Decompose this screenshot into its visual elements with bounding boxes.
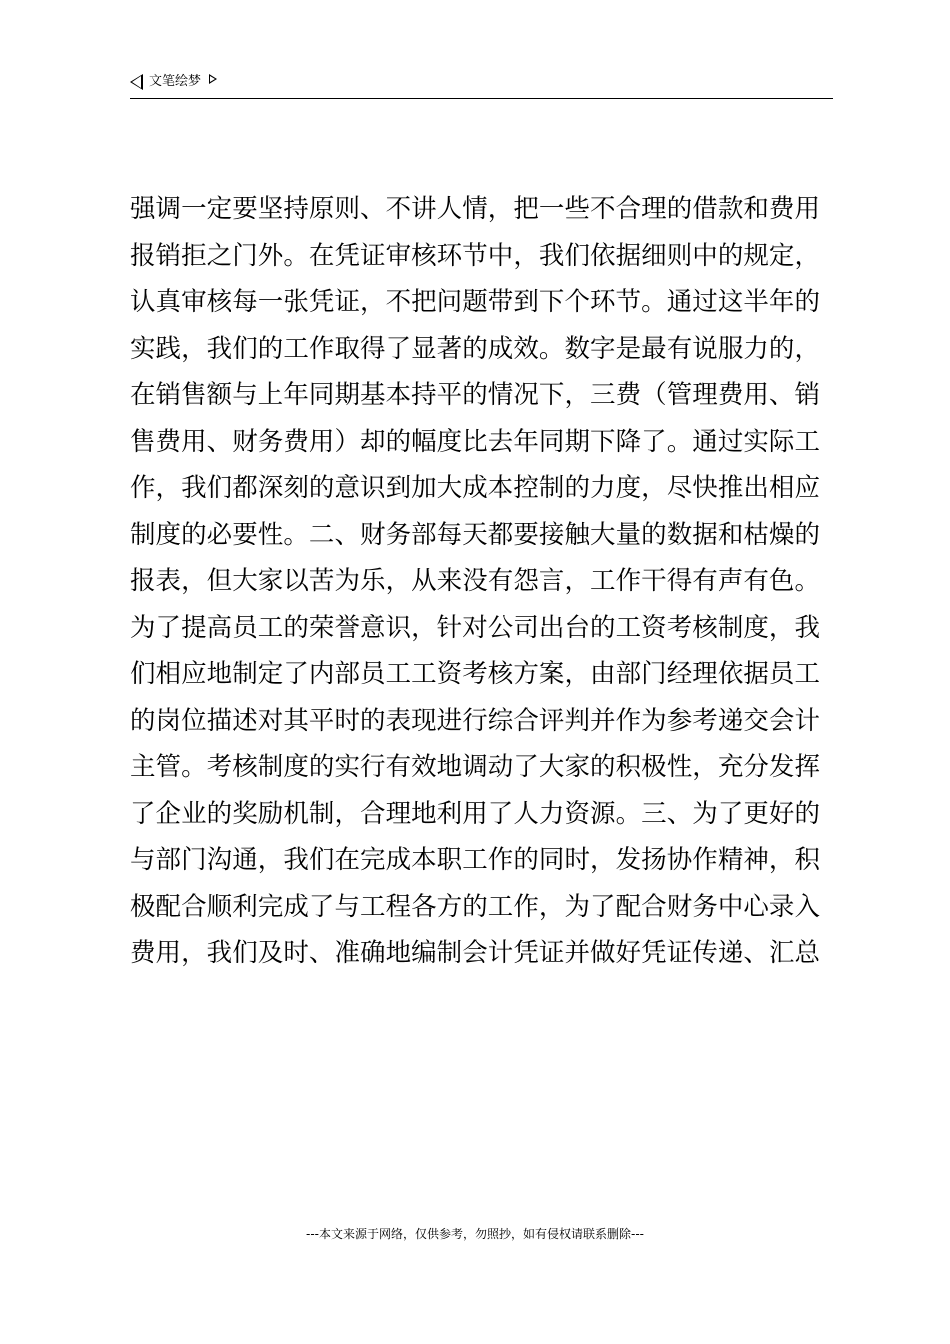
text-line: 们相应地制定了内部员工工资考核方案，由部门经理依据员工	[130, 659, 820, 689]
text-line: 与部门沟通，我们在完成本职工作的同时，发扬协作精神，积	[130, 845, 820, 875]
triangle-right-icon	[209, 74, 217, 84]
body-paragraph	[130, 186, 820, 977]
text-line: 售费用、财务费用）却的幅度比去年同期下降了。通过实际工	[130, 426, 820, 457]
text-line: 报表，但大家以苦为乐，从来没有怨言，工作干得有声有色。	[130, 566, 820, 596]
page-header	[130, 70, 833, 99]
header-content	[130, 74, 217, 90]
text-line: 作，我们都深刻的意识到加大成本控制的力度，尽快推出相应	[130, 473, 820, 503]
text-line: 极配合顺利完成了与工程各方的工作，为了配合财务中心录入	[130, 891, 820, 922]
text-line: 制度的必要性。二、财务部每天都要接触大量的数据和枯燥的	[130, 519, 820, 550]
text-line: 费用，我们及时、准确地编制会计凭证并做好凭证传递、汇总	[130, 938, 820, 968]
text-line: 强调一定要坚持原则、不讲人情，把一些不合理的借款和费用	[130, 194, 820, 224]
footer-disclaimer: ---本文来源于网络，仅供参考，勿照抄，如有侵权请联系删除---	[306, 1227, 644, 1241]
text-line: 实践，我们的工作取得了显著的成效。数字是最有说服力的，	[130, 333, 820, 364]
header-title: 文笔绘梦	[149, 74, 202, 89]
text-line: 主管。考核制度的实行有效地调动了大家的积极性，充分发挥	[130, 752, 820, 782]
text-line: 为了提高员工的荣誉意识，针对公司出台的工资考核制度，我	[130, 612, 820, 643]
text-line: 报销拒之门外。在凭证审核环节中，我们依据细则中的规定，	[130, 240, 820, 271]
text-line: 在销售额与上年同期基本持平的情况下，三费（管理费用、销	[130, 380, 820, 410]
text-line: 认真审核每一张凭证，不把问题带到下个环节。通过这半年的	[130, 287, 820, 317]
text-line: 了企业的奖励机制，合理地利用了人力资源。三、为了更好的	[130, 798, 820, 829]
triangle-left-icon	[130, 74, 143, 90]
text-line: 的岗位描述对其平时的表现进行综合评判并作为参考递交会计	[130, 705, 820, 736]
